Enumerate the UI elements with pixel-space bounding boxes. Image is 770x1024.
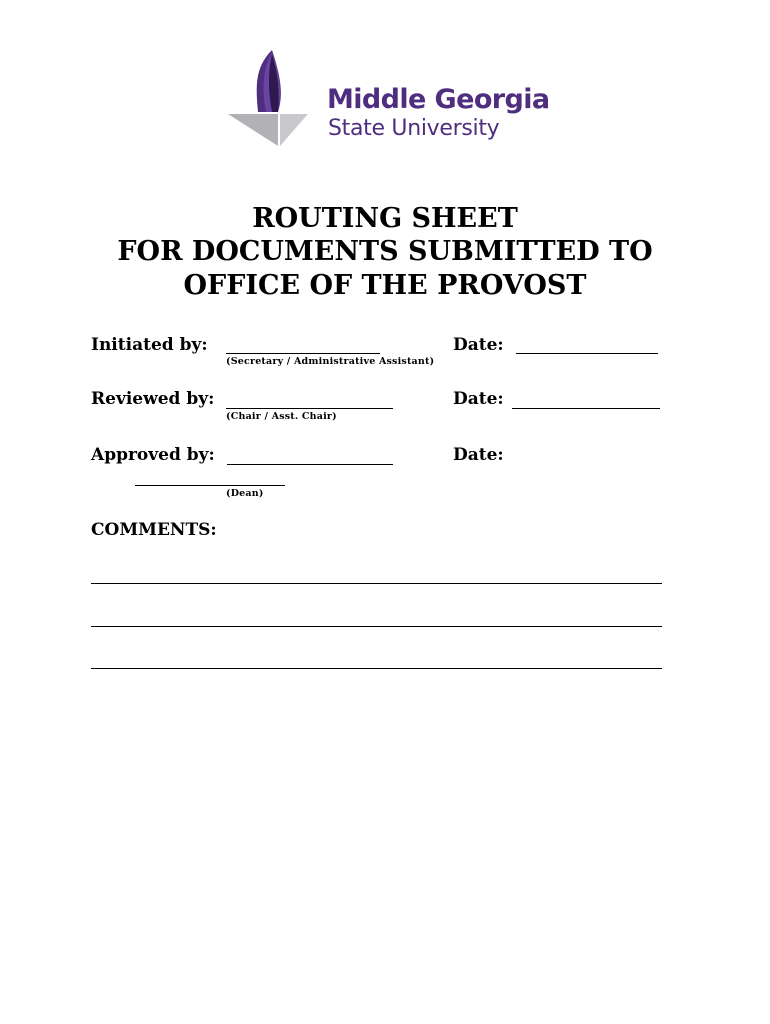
initiated-by-label: Initiated by: xyxy=(91,335,208,355)
comment-line-3[interactable] xyxy=(91,668,662,669)
approved-by-signature-line-2[interactable] xyxy=(135,485,285,486)
logo-text-line2: State University xyxy=(328,116,500,141)
approved-by-signature-line[interactable] xyxy=(227,464,393,465)
comment-line-1[interactable] xyxy=(91,583,662,584)
reviewed-date-label: Date: xyxy=(453,389,504,409)
approved-by-role-caption: (Dean) xyxy=(226,488,264,499)
document-title-line3: OFFICE OF THE PROVOST xyxy=(183,270,587,301)
document-title-line2: FOR DOCUMENTS SUBMITTED TO xyxy=(117,236,653,267)
approved-by-label: Approved by: xyxy=(91,445,215,465)
reviewed-date-line[interactable] xyxy=(512,408,660,409)
initiated-by-role-caption: (Secretary / Administrative Assistant) xyxy=(226,356,435,367)
initiated-date-line[interactable] xyxy=(516,353,658,354)
logo-bowl-right xyxy=(280,114,308,146)
reviewed-by-role-caption: (Chair / Asst. Chair) xyxy=(226,411,337,422)
reviewed-by-signature-line[interactable] xyxy=(226,408,393,409)
comment-line-2[interactable] xyxy=(91,626,662,627)
initiated-date-label: Date: xyxy=(453,335,504,355)
logo-bowl-left xyxy=(228,114,278,146)
university-logo-mark xyxy=(226,48,310,148)
document-title-line1: ROUTING SHEET xyxy=(252,203,518,234)
initiated-by-signature-line[interactable] xyxy=(226,353,380,354)
comments-label: COMMENTS: xyxy=(91,520,217,540)
reviewed-by-label: Reviewed by: xyxy=(91,389,215,409)
approved-date-label: Date: xyxy=(453,445,504,465)
logo-text-line1: Middle Georgia xyxy=(327,84,550,115)
